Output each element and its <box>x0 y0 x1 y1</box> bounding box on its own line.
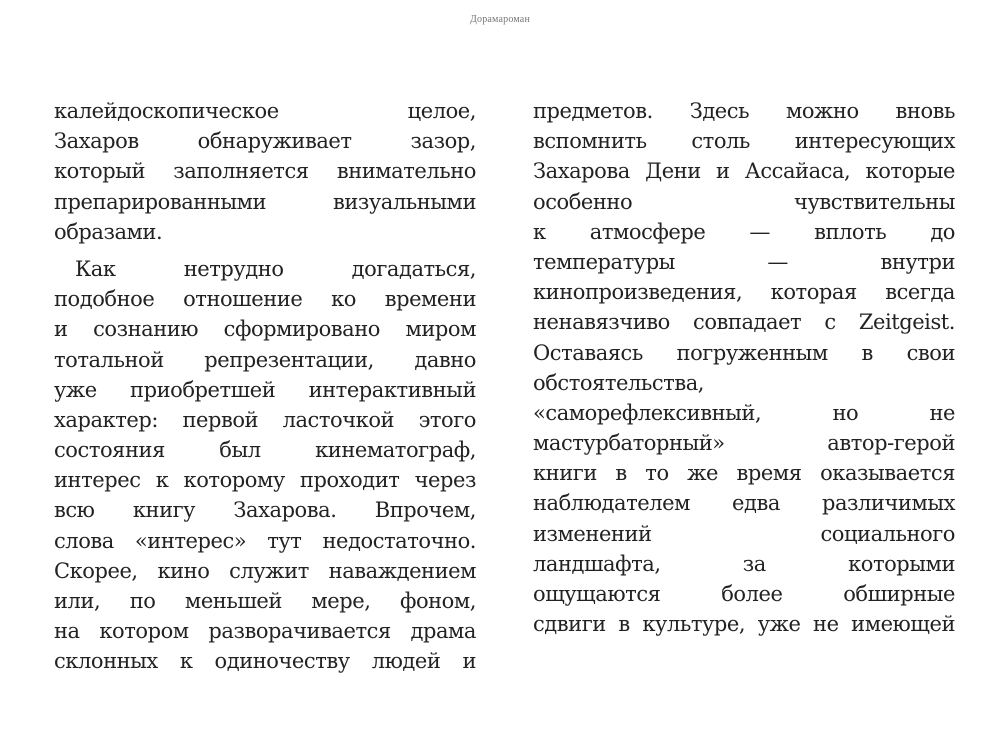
text-line: особенно чувствительны <box>533 189 955 214</box>
text-line: температуры — внутри <box>533 249 955 274</box>
running-header-title: Дорамароман <box>469 14 531 25</box>
text-line: обстоятельства, <box>533 370 705 395</box>
text-line: книги в то же время оказывается <box>533 461 955 486</box>
text-line: слова «интерес» тут недостаточно. <box>54 528 476 553</box>
text-line: к атмосфере — вплоть до <box>533 219 955 244</box>
text-line: предметов. Здесь можно вновь <box>533 99 955 123</box>
text-line: «саморефлексивный, но не <box>533 400 955 425</box>
text-line: ландшафта, за которыми <box>533 551 955 576</box>
text-line: подобное отношение ко времени <box>54 287 476 312</box>
text-line: или, по меньшей мере, фоном, <box>54 589 476 613</box>
paragraph <box>54 254 476 677</box>
text-line: ненавязчиво совпадает с Zeitgeist. <box>533 310 955 335</box>
paragraph <box>54 96 476 247</box>
text-line: и сознанию сформировано миром <box>54 317 476 342</box>
text-line: вспомнить столь интересующих <box>533 129 955 154</box>
text-line: кинопроизведения, которая всегда <box>533 280 955 305</box>
text-line: интерес к которому проходит через <box>54 468 476 493</box>
text-line: Захарова Дени и Ассайаса, которые <box>533 159 955 184</box>
text-line: всю книгу Захарова. Впрочем, <box>54 498 476 523</box>
text-line: наблюдателем едва различимых <box>533 491 955 516</box>
text-line: препарированными визуальными <box>54 189 476 214</box>
text-line: состояния был кинематограф, <box>54 438 476 463</box>
text-line: Скорее, кино служит наваждением <box>54 558 476 583</box>
text-line: калейдоскопическое целое, <box>54 99 476 123</box>
text-line: характер: первой ласточкой этого <box>54 407 476 432</box>
text-line: мастурбаторный» автор-герой <box>533 431 955 456</box>
paragraph <box>533 96 955 639</box>
text-line: склонных к одиночеству людей и <box>54 649 476 674</box>
text-line: Захаров обнаруживает зазор, <box>54 129 476 154</box>
text-line: Как нетрудно догадаться, <box>75 256 476 281</box>
paragraph-gap <box>54 247 476 254</box>
text-line: уже приобретшей интерактивный <box>54 377 476 402</box>
text-line: образами. <box>54 219 163 244</box>
text-line: изменений социального <box>533 521 955 546</box>
text-line: сдвиги в культуре, уже не имеющей <box>533 612 955 637</box>
text-line: тотальной репрезентации, давно <box>54 347 476 372</box>
text-line: на котором разворачивается драма <box>54 619 476 644</box>
text-line: Оставаясь погруженным в свои <box>533 340 955 365</box>
left-text-column <box>54 96 476 677</box>
text-line: ощущаются более обширные <box>533 582 955 606</box>
right-text-column <box>533 96 955 639</box>
text-line: который заполняется внимательно <box>54 159 476 184</box>
